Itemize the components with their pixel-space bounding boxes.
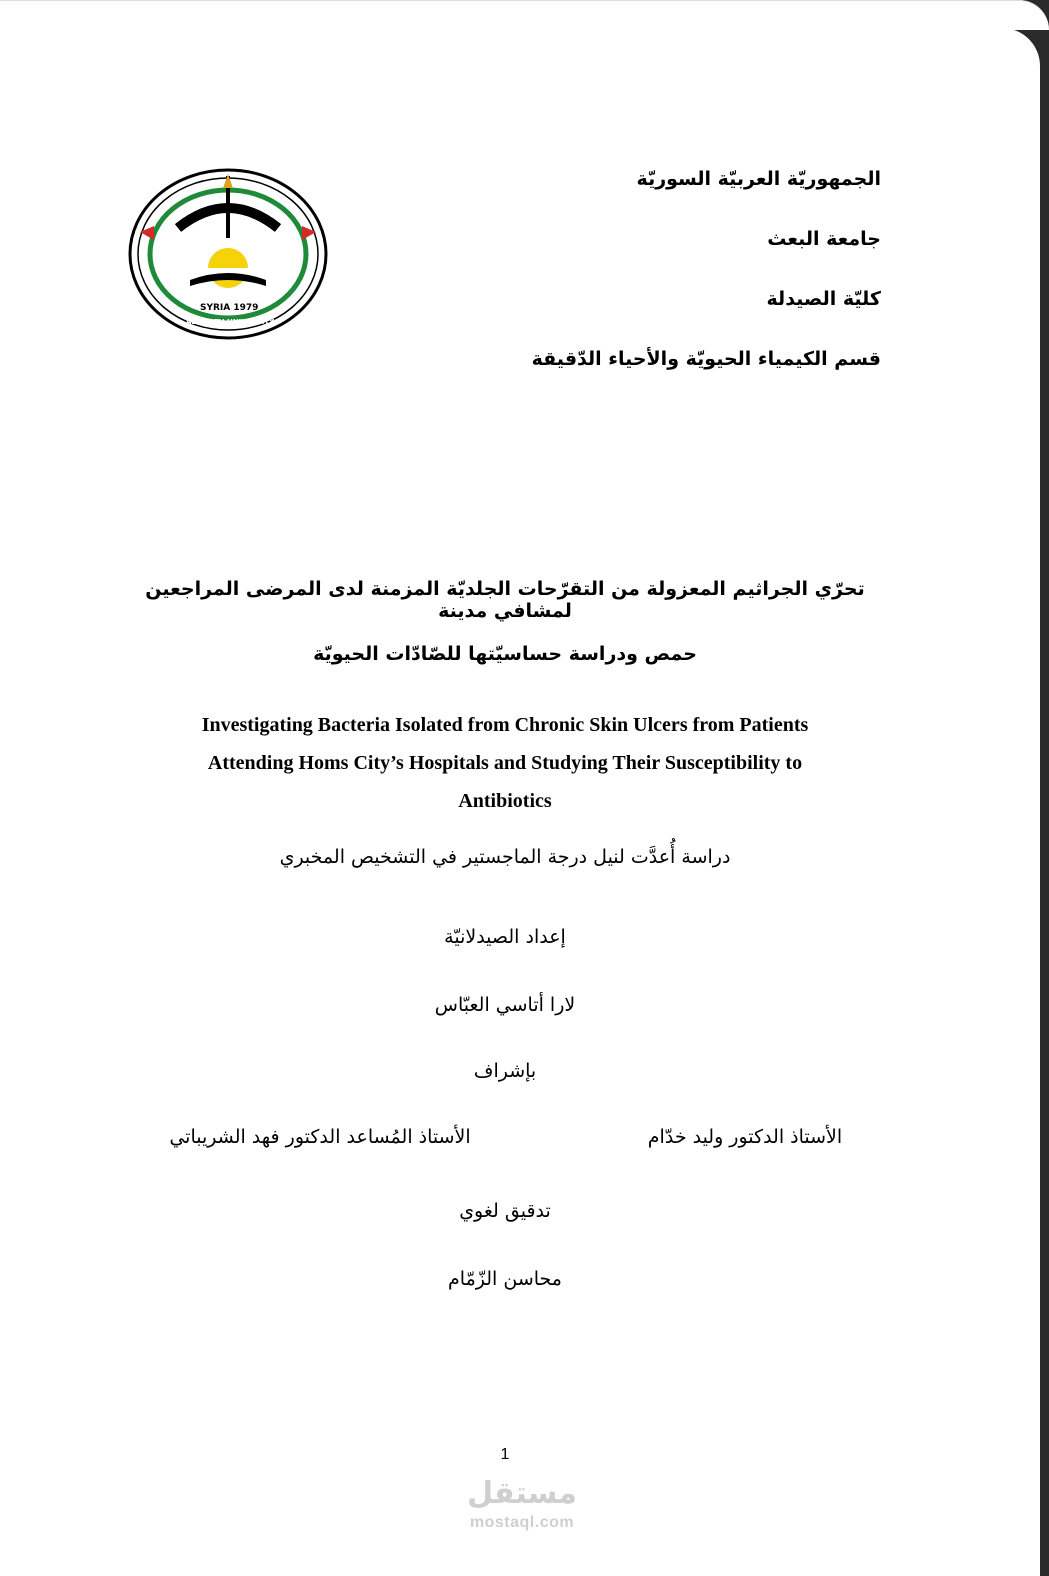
header-faculty: كليّة الصيدلة — [766, 288, 881, 310]
university-logo — [128, 168, 328, 340]
proofreader-name: محاسن الزّمّام — [448, 1268, 562, 1290]
english-title-line-3: Antibiotics — [458, 790, 552, 812]
arabic-title-line-2: حمص ودراسة حساسيّتها للصّادّات الحيويّة — [313, 643, 697, 665]
page-top-edge — [0, 0, 1049, 30]
arabic-title-line-1: تحرّي الجراثيم المعزولة من التقرّحات الجلديّة المزمنة لدى المرضى المراجعين لمشافي مدينة — [145, 578, 865, 622]
proofreading-label: تدقيق لغوي — [459, 1200, 551, 1222]
prepared-by-label: إعداد الصيدلانيّة — [444, 926, 566, 948]
english-title-line-1: Investigating Bacteria Isolated from Chronic Skin Ulcers from Patients — [201, 714, 809, 736]
english-title-line-2: Attending Homs City’s Hospitals and Studying Their Susceptibility to — [207, 752, 803, 774]
header-department: قسم الكيمياء الحيويّة والأحياء الدّقيقة — [531, 348, 881, 370]
watermark-url: mostaql.com — [469, 1514, 575, 1531]
svg-text:SYRIA 1979: SYRIA 1979 — [200, 303, 259, 313]
watermark-arabic: مستقل — [467, 1476, 577, 1511]
english-title — [150, 706, 860, 820]
header-university: جامعة البعث — [767, 228, 881, 250]
author-name: لارا أتاسي العبّاس — [434, 994, 576, 1016]
supervisor-1: الأستاذ الدكتور وليد خدّام — [647, 1126, 843, 1148]
supervisor-2: الأستاذ المُساعد الدكتور فهد الشريباتي — [169, 1126, 471, 1148]
svg-text:AL BAATH UNIVERSITY: AL BAATH UNIVERSITY — [186, 318, 275, 326]
supervision-label: بإشراف — [473, 1060, 537, 1082]
degree-statement: دراسة أُعدَّت لنيل درجة الماجستير في التشخيص المخبري — [279, 846, 731, 868]
header-country: الجمهوريّة العربيّة السوريّة — [636, 168, 881, 190]
page-number: 1 — [500, 1446, 510, 1463]
